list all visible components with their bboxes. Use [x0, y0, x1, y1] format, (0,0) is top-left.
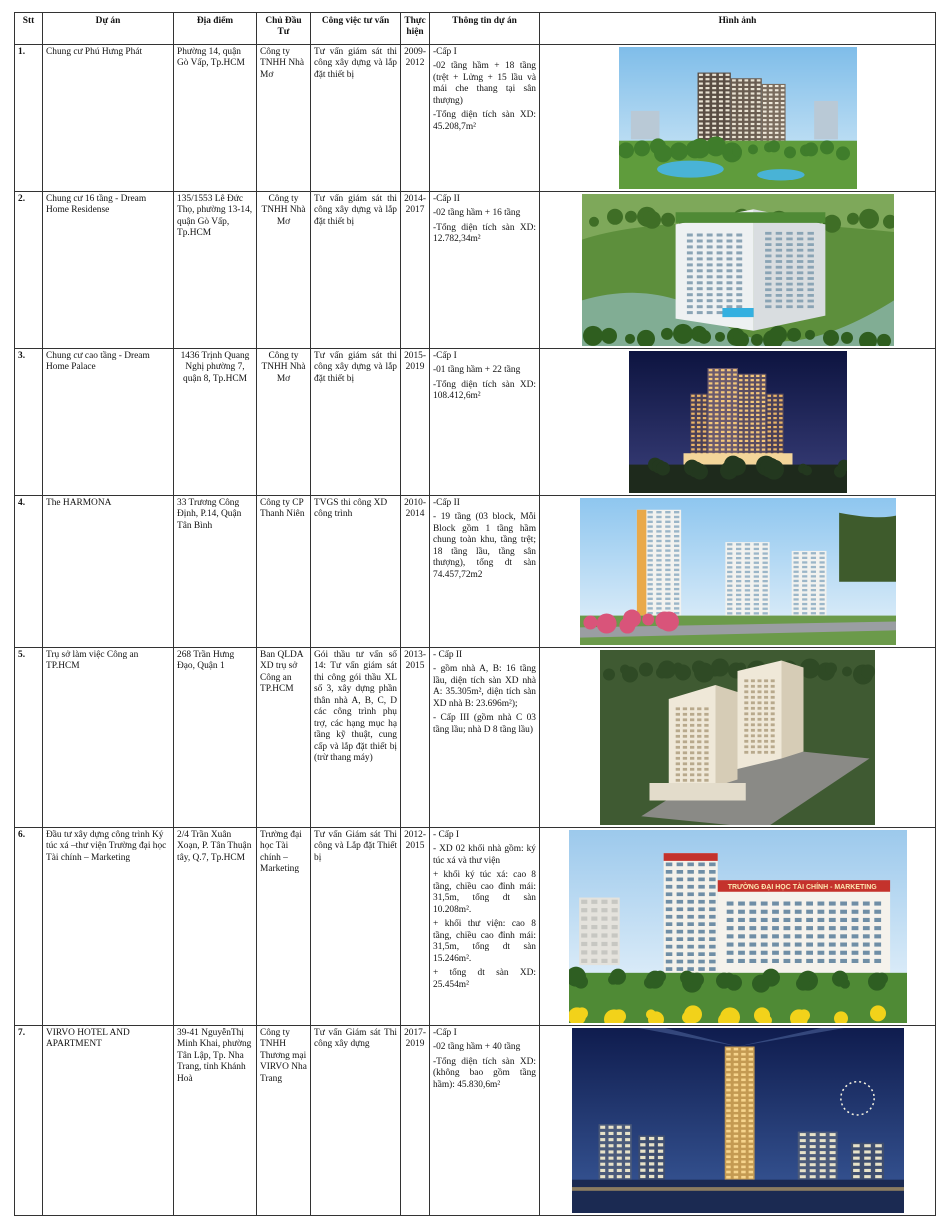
- project-info: [430, 349, 540, 496]
- consulting-work: Gói thầu tư vấn số 14: Tư vấn giám sát thi công gói thầu XL số 3, xây dựng phần thân nhà A, B, C, D các công trình phụ trợ, các hạng mục hạ tầng kỹ thuật, cung cấp và lắp đặt thiết bị (trừ thang máy): [311, 648, 401, 828]
- consulting-work: Tư vấn giám sát thi công xây dựng và lắp đặt thiết bị: [311, 192, 401, 349]
- project-image: [600, 650, 875, 825]
- project-owner: Công ty CP Thanh Niên: [257, 496, 311, 648]
- project-owner: Công ty TNHH Nhà Mơ: [257, 349, 311, 496]
- project-location: Phường 14, quận Gò Vấp, Tp.HCM: [174, 45, 257, 192]
- project-period: 2015-2019: [401, 349, 430, 496]
- project-image-cell: [540, 1026, 936, 1216]
- header-owner: Chủ Đầu Tư: [257, 13, 311, 45]
- project-info-line: -01 tầng hầm + 22 tầng: [433, 365, 521, 376]
- header-image: Hình ảnh: [540, 13, 936, 45]
- project-image: [580, 498, 896, 645]
- project-info-line: - Cấp III (gồm nhà C 03 tầng lầu; nhà D 8 tầng lầu): [433, 713, 536, 735]
- project-location: 39-41 NguyễnThị Minh Khai, phường Tân Lập, Tp. Nha Trang, tỉnh Khánh Hoà: [174, 1026, 257, 1216]
- project-info-line: -02 tầng hầm + 40 tầng: [433, 1042, 521, 1053]
- project-info-line: -Cấp I: [433, 351, 457, 361]
- row-number: 1.: [15, 45, 43, 192]
- project-name: Chung cư 16 tầng - Dream Home Residense: [43, 192, 174, 349]
- project-name: Chung cư Phú Hưng Phát: [43, 45, 174, 192]
- table-row: [15, 1026, 936, 1216]
- project-image-cell: [540, 648, 936, 828]
- project-info-line: -Cấp I: [433, 47, 457, 57]
- project-owner: Công ty TNHH Nhà Mơ: [257, 192, 311, 349]
- consulting-work: Tư vấn Giám sát Thi công và Lắp đặt Thiết bị: [311, 828, 401, 1026]
- project-info-line: -Tổng diện tích sàn XD: 12.782,34m²: [433, 222, 536, 245]
- row-number: 2.: [15, 192, 43, 349]
- row-number: 4.: [15, 496, 43, 648]
- project-info-line: -Tổng diện tích sàn XD: (không bao gồm tầng hầm): 45.830,6m²: [433, 1056, 536, 1090]
- project-owner: Trường đại học Tài chính – Marketing: [257, 828, 311, 1026]
- project-info-line: + khối thư viện: cao 8 tầng, chiều cao đỉnh mái: 31,5m, tổng dt sàn 15.246m².: [433, 919, 536, 964]
- project-owner: Công ty TNHH Thương mại VIRVO Nha Trang: [257, 1026, 311, 1216]
- consulting-work: Tư vấn giám sát thi công xây dựng và lắp đặt thiết bị: [311, 45, 401, 192]
- project-info: [430, 496, 540, 648]
- project-location: 33 Trương Công Định, P.14, Quận Tân Bình: [174, 496, 257, 648]
- header-stt: Stt: [15, 13, 43, 45]
- project-info-line: -Tổng diện tích sàn XD: 108.412,6m²: [433, 379, 536, 402]
- project-info-line: -Cấp II: [433, 498, 460, 508]
- table-header-row: [15, 13, 936, 45]
- project-info-line: -Tổng diện tích sàn XD: 45.208,7m²: [433, 110, 536, 132]
- header-period: Thực hiện: [401, 13, 430, 45]
- consulting-work: TVGS thi công XD công trình: [311, 496, 401, 648]
- project-image-cell: [540, 349, 936, 496]
- table-row: [15, 828, 936, 1026]
- project-info-line: + tổng dt sàn XD: 25.454m²: [433, 968, 536, 990]
- project-image: [582, 194, 894, 346]
- project-info-line: - Cấp II: [433, 650, 463, 660]
- project-name: Trụ sở làm việc Công an TP.HCM: [43, 648, 174, 828]
- project-image: [569, 830, 907, 1023]
- project-name: Đầu tư xây dựng công trình Ký túc xá –thư viện Trường đại học Tài chính – Marketing: [43, 828, 174, 1026]
- table-row: [15, 45, 936, 192]
- project-info-line: -02 tầng hầm + 18 tầng (trệt + Lửng + 15 lầu và mái che thang tại sân thượng): [433, 61, 536, 106]
- project-info-line: - gồm nhà A, B: 16 tầng lầu, diện tích sàn XD nhà A: 35.305m², diện tích sàn XD nhà B: 23.696m²);: [433, 664, 536, 709]
- project-name: Chung cư cao tầng - Dream Home Palace: [43, 349, 174, 496]
- project-info-line: -Cấp II: [433, 194, 460, 204]
- header-project: Dự án: [43, 13, 174, 45]
- project-info-line: - XD 02 khối nhà gồm: ký túc xá và thư viện: [433, 844, 536, 866]
- project-image: [619, 47, 857, 189]
- project-info-line: -02 tầng hầm + 16 tầng: [433, 208, 521, 219]
- project-info: [430, 828, 540, 1026]
- projects-table: [14, 12, 936, 1216]
- project-name: VIRVO HOTEL AND APARTMENT: [43, 1026, 174, 1216]
- project-period: 2010-2014: [401, 496, 430, 648]
- project-period: 2012-2015: [401, 828, 430, 1026]
- row-number: 5.: [15, 648, 43, 828]
- project-info-line: + khối ký túc xá: cao 8 tầng, chiều cao đỉnh mái: 31,5m, tổng dt sàn 10.208m².: [433, 870, 536, 915]
- consulting-work: Tư vấn giám sát thi công xây dựng và lắp đặt thiết bị: [311, 349, 401, 496]
- building-sign: TRƯỜNG ĐẠI HỌC TÀI CHÍNH - MARKETING: [727, 883, 877, 891]
- table-row: [15, 349, 936, 496]
- project-location: 135/1553 Lê Đức Thọ, phường 13-14, quận Gò Vấp, Tp.HCM: [174, 192, 257, 349]
- consulting-work: Tư vấn Giám sát Thi công xây dựng: [311, 1026, 401, 1216]
- project-image: [629, 351, 847, 493]
- table-row: [15, 496, 936, 648]
- project-info-line: - 19 tầng (03 block, Mỗi Block gồm 1 tầng hầm chung toàn khu, tầng trệt; 18 tầng lầu, tầng sân thượng), tổng dt sàn 74.457,72m2: [433, 512, 536, 580]
- project-image-cell: [540, 45, 936, 192]
- project-location: 2/4 Trần Xuân Xoạn, P. Tân Thuận tây, Q.7, Tp.HCM: [174, 828, 257, 1026]
- project-location: 268 Trần Hưng Đạo, Quận 1: [174, 648, 257, 828]
- project-info-line: - Cấp I: [433, 830, 460, 840]
- project-image-cell: [540, 192, 936, 349]
- project-period: 2014-2017: [401, 192, 430, 349]
- project-image: [572, 1028, 904, 1213]
- project-period: 2013-2015: [401, 648, 430, 828]
- project-image-cell: [540, 828, 936, 1026]
- project-name: The HARMONA: [43, 496, 174, 648]
- row-number: 3.: [15, 349, 43, 496]
- row-number: 6.: [15, 828, 43, 1026]
- project-owner: Công ty TNHH Nhà Mơ: [257, 45, 311, 192]
- header-info: Thông tin dự án: [430, 13, 540, 45]
- header-location: Địa điểm: [174, 13, 257, 45]
- project-info-line: -Cấp I: [433, 1028, 457, 1038]
- table-row: [15, 192, 936, 349]
- row-number: 7.: [15, 1026, 43, 1216]
- header-consulting: Công việc tư vấn: [311, 13, 401, 45]
- project-info: [430, 648, 540, 828]
- table-row: [15, 648, 936, 828]
- project-period: 2009-2012: [401, 45, 430, 192]
- project-location: 1436 Trịnh Quang Nghị phường 7, quận 8, Tp.HCM: [174, 349, 257, 496]
- project-info: [430, 192, 540, 349]
- project-image-cell: [540, 496, 936, 648]
- project-info: [430, 45, 540, 192]
- project-info: [430, 1026, 540, 1216]
- project-period: 2017-2019: [401, 1026, 430, 1216]
- project-owner: Ban QLDA XD trụ sở Công an TP.HCM: [257, 648, 311, 828]
